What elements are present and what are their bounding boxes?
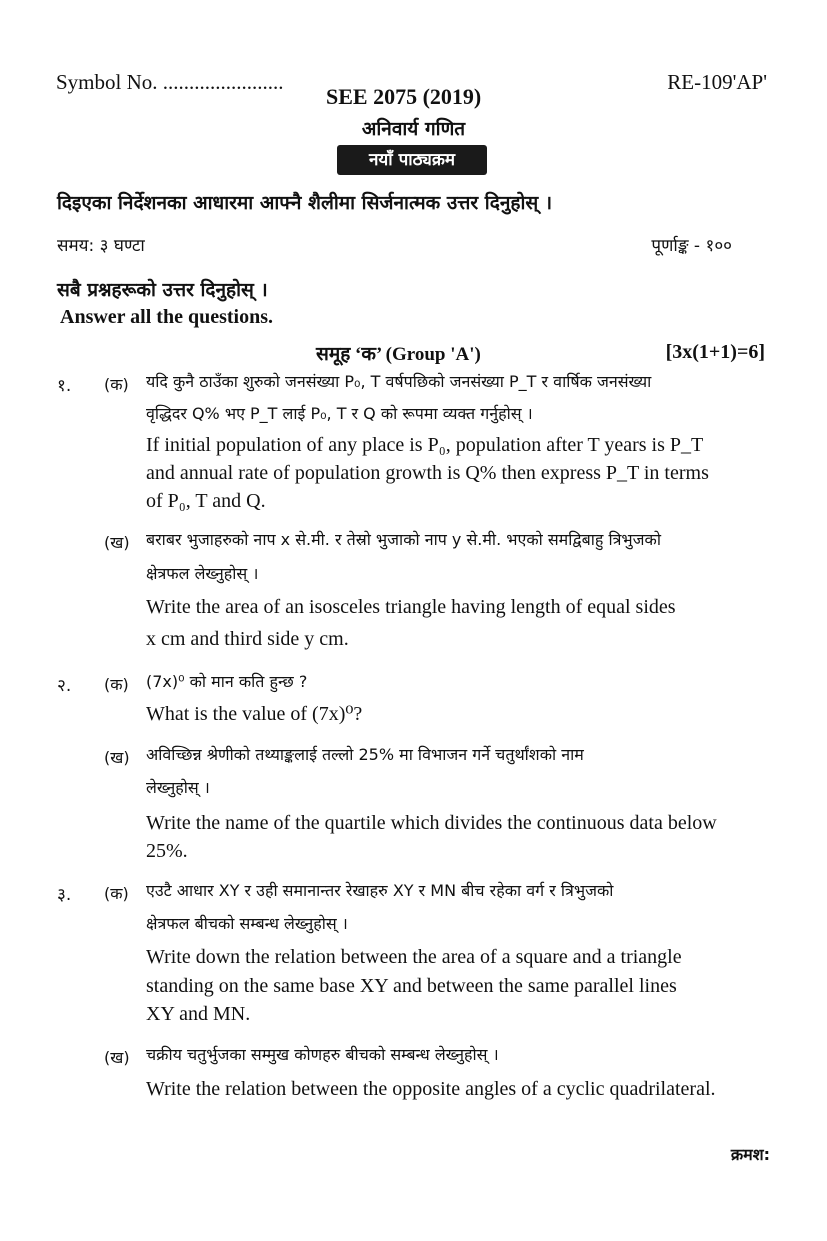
question-text-english: Write the relation between the opposite angles of a cyclic quadrilateral. [146, 1078, 716, 1100]
question-part-label: (ख) [104, 1048, 130, 1067]
curriculum-badge: नयाँ पाठ्यक्रम [337, 145, 487, 175]
question-text-nepali: (7x)⁰ को मान कति हुन्छ ? [146, 672, 308, 691]
question-part-label: (क) [104, 884, 129, 903]
question-number: १. [57, 376, 72, 396]
general-instruction: दिइएका निर्देशनका आधारमा आफ्नै शैलीमा सिर्जनात्मक उत्तर दिनुहोस् । [57, 192, 553, 214]
question-part-label: (ख) [104, 748, 130, 767]
exam-title: SEE 2075 (2019) [326, 84, 482, 109]
symbol-number: Symbol No. ....................... [56, 70, 284, 94]
question-text-nepali: क्षेत्रफल लेख्नुहोस् । [146, 564, 259, 583]
question-text-english: standing on the same base XY and between the same parallel lines [146, 975, 677, 997]
question-number: ३. [57, 885, 72, 905]
answer-all-nepali: सबै प्रश्नहरूको उत्तर दिनुहोस् । [57, 279, 268, 301]
group-marks: [3x(1+1)=6] [665, 341, 765, 363]
question-text-nepali: बराबर भुजाहरुको नाप x से.मी. र तेस्रो भुजाको नाप y से.मी. भएको समद्विबाहु त्रिभुजको [146, 530, 661, 549]
question-text-nepali: अविच्छिन्न श्रेणीको तथ्याङ्कलाई तल्लो 25% मा विभाजन गर्ने चतुर्थांशको नाम [146, 745, 584, 764]
question-text-nepali: वृद्धिदर Q% भए P_T लाई P₀, T र Q को रूपमा व्यक्त गर्नुहोस् । [146, 404, 533, 423]
question-text-english: and annual rate of population growth is Q% then express P_T in terms [146, 462, 709, 484]
continued-marker: क्रमश: [730, 1145, 770, 1164]
question-text-nepali: क्षेत्रफल बीचको सम्बन्ध लेख्नुहोस् । [146, 914, 348, 933]
group-title: समूह ‘क’ (Group 'A') [316, 344, 481, 365]
answer-all-english: Answer all the questions. [60, 306, 273, 328]
paper-code: RE-109'AP' [667, 70, 767, 94]
question-text-english: If initial population of any place is P₀, population after T years is P_T [146, 434, 704, 456]
question-text-english: What is the value of (7x)⁰? [146, 703, 363, 725]
question-part-label: (ख) [104, 533, 130, 552]
question-part-label: (क) [104, 675, 129, 694]
question-text-english: Write the area of an isosceles triangle having length of equal sides [146, 596, 676, 618]
question-text-nepali: यदि कुनै ठाउँका शुरुको जनसंख्या P₀, T वर्षपछिको जनसंख्या P_T र वार्षिक जनसंख्या [146, 372, 652, 391]
question-text-nepali: लेख्नुहोस् । [146, 778, 210, 797]
time-allowed: समय: ३ घण्टा [57, 236, 145, 256]
subject-title: अनिवार्य गणित [361, 118, 466, 140]
question-text-english: 25%. [146, 840, 188, 862]
question-text-nepali: एउटै आधार XY र उही समानान्तर रेखाहरु XY र MN बीच रहेका वर्ग र त्रिभुजको [146, 881, 614, 900]
question-text-english: x cm and third side y cm. [146, 628, 349, 650]
question-text-english: of P₀, T and Q. [146, 490, 266, 512]
question-part-label: (क) [104, 375, 129, 394]
question-text-english: Write the name of the quartile which divides the continuous data below [146, 812, 717, 834]
question-text-nepali: चक्रीय चतुर्भुजका सम्मुख कोणहरु बीचको सम्बन्ध लेख्नुहोस् । [146, 1045, 499, 1064]
question-number: २. [57, 676, 72, 696]
question-text-english: Write down the relation between the area of a square and a triangle [146, 946, 682, 968]
full-marks: पूर्णाङ्क - १०० [651, 236, 732, 256]
question-text-english: XY and MN. [146, 1003, 251, 1025]
